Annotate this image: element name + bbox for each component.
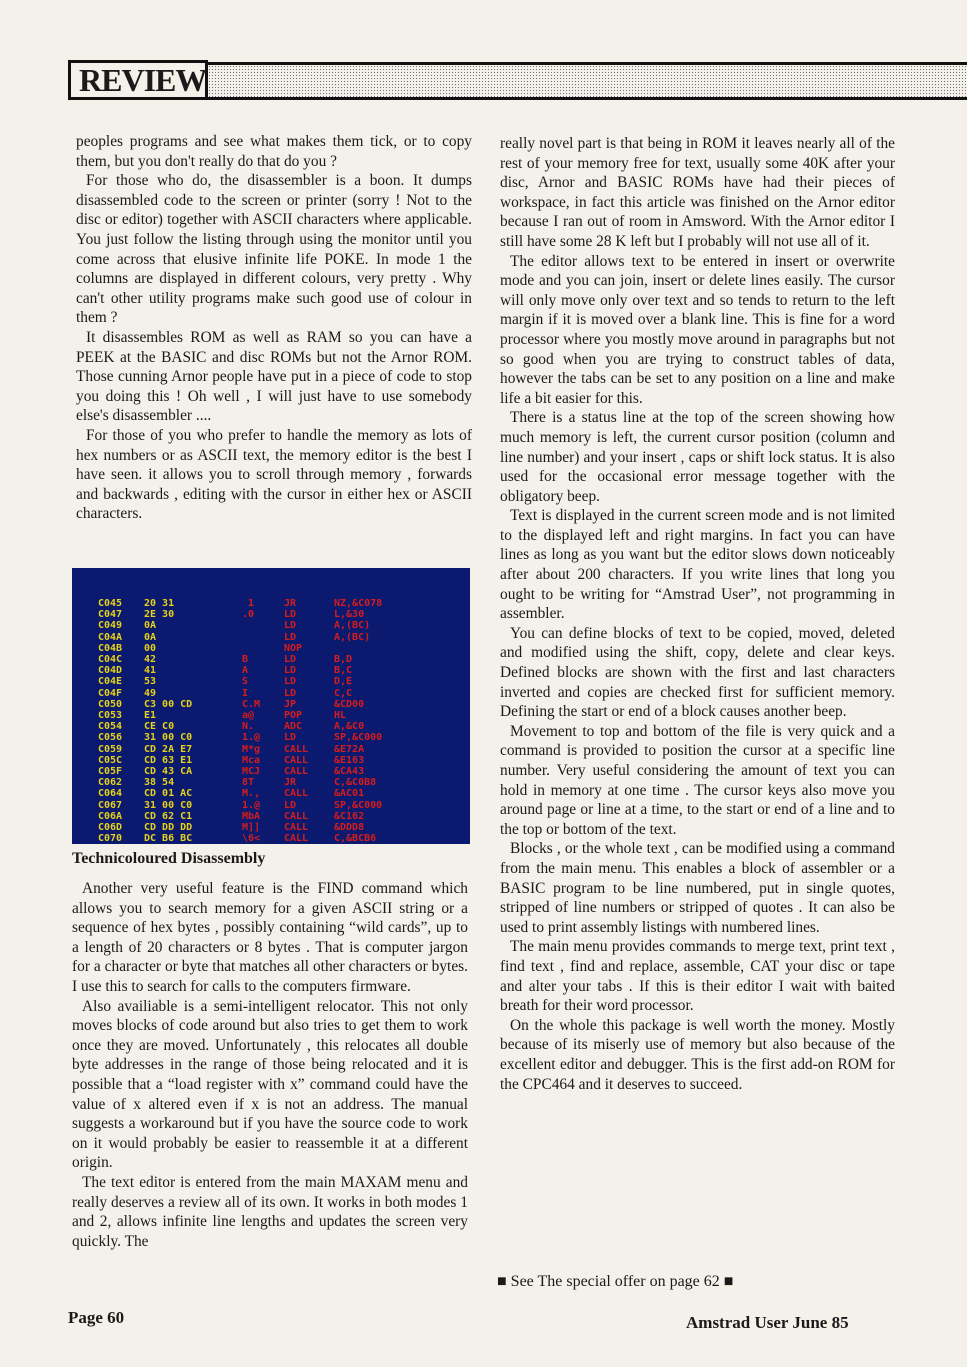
screen-operands: NZ,&C078 L,&30 A,(BC) A,(BC) B,D B,C D,E C,C &CD00 HL A,&C0 SP,&C000 &E72A &E163 &CA43 C,&C0B8 &AC01 SP,&C000 &C162 &DDD8 C,&BCB6 — [334, 598, 383, 844]
screen-ascii: 1 .0 B A S I C.M a@ N. 1.@ M*g Mca MCJ 8T M., 1.@ MbA M]] \6< — [242, 598, 261, 844]
screen-mnemonics: JR LD LD LD NOP LD LD LD LD JP POP ADC LD CALL CALL CALL JR CALL LD CALL CALL CALL — [284, 598, 309, 844]
paragraph: For those of you who prefer to handle the memory as lots of hex numbers or as ASCII text, the memory editor is the best I have seen. it allows you to scroll through memory , forwards and backwards , editing with the cursor in either hex or ASCII characters. — [76, 426, 472, 523]
section-header — [68, 60, 967, 104]
paragraph: really novel part is that being in ROM it leaves nearly all of the rest of your memory free for text, usually some 40K after your disc, Arnor and BASIC ROMs have had their pieces of workspace, in fact this article was finished on the Arnor editor because I ran out of room in Amsword. With the Arnor editor I still have some 28 K left but I probably will not use all of it. — [500, 135, 895, 250]
figure-caption: Technicoloured Disassembly — [72, 850, 266, 867]
paragraph: It disassembles ROM as well as RAM so you can have a PEEK at the BASIC and disc ROMs but not the Arnor ROM. Those cunning Arnor people have put in a piece of code to stop you doing this ! Oh well , I will just have to use somebody else's disassembler .... — [76, 328, 472, 425]
paragraph: On the whole this package is well worth the money. Mostly because of its miserly use of memory but also because of the excellent editor and debugger. This is the first add-on ROM for the CPC464 and it deserves to succeed. — [500, 1016, 895, 1093]
paragraph: The main menu provides commands to merge text, print text , find text , find and replace, assemble, CAT your disc or tape and alter your tabs . If this is their editor I wait with baited breath for their word processor. — [500, 938, 895, 1015]
paragraph: You can define blocks of text to be copied, moved, deleted and modified using the shift, copy, delete and clear keys. Defined blocks are shown with the first and last characters inverted and copies are checked first for sufficient memory. Defining the start or end of a block causes another beep. — [500, 624, 895, 721]
header-pattern-bar — [208, 62, 967, 100]
paragraph: peoples programs and see what makes them tick, or to copy them, but you don't really do that do you ? — [76, 133, 472, 170]
paragraph: For those who do, the disassembler is a boon. It dumps disassembled code to the screen or printer (sorry ! Not to the disc or editor) together with ASCII characters where applicable. You just follow the listing through using the monitor until you come across that elusive infinite life POKE. In mode 1 the columns are displayed in different colours, very pretty . Why can't other utility programs make such good use of colour in them ? — [76, 172, 472, 327]
paragraph: Text is displayed in the current screen mode and is not limited to the displayed left and right margins. In fact you can have lines as long as you want but the editor slows down noticeably after about 200 characters. If you write lines that long you ought to be writing for “Amstrad User”, not programming in assembler. — [500, 507, 895, 623]
paragraph: Another very useful feature is the FIND command which allows you to search memory for a given ASCII string or a sequence of hex bytes , possibly containing “wild cards”, up to a length of 20 characters or 8 bytes . That is computer jargon for a character or byte that matches all other characters or bytes. I use this to search for calls to the computers firmware. — [72, 880, 468, 995]
paragraph: There is a status line at the top of the screen showing how much memory is left, the current cursor position (column and line number) and your insert , caps or shift lock status. It is also used for the occasional error message together with the obligatory beep. — [500, 409, 895, 505]
left-column-top — [76, 132, 472, 524]
paragraph: Blocks , or the whole text , can be modified using a command from the main menu. This enables a block of assembler or a BASIC program to be line numbered, put in single quotes, stripped of line numbers or stripped of quotes . It can also be used to print assembly listings with numbered lines. — [500, 840, 895, 936]
screen-bytes: 20 31 2E 30 0A 0A 00 42 41 53 49 C3 00 CD E1 CE C0 31 00 C0 CD 2A E7 CD 63 E1 CD 43 CA 38 54 CD 01 AC 31 00 C0 CD 62 C1 CD DD DD DC B6 BC — [144, 598, 193, 844]
section-title: REVIEW — [68, 60, 208, 100]
paragraph: The text editor is entered from the main MAXAM menu and really deserves a review all of its own. It works in both modes 1 and 2, allows infinite line lengths and updates the screen very quickly. The — [72, 1173, 468, 1250]
paragraph: The editor allows text to be entered in insert or overwrite mode and you can join, insert or delete lines easily. The cursor will only move only over text and so tends to return to the left margin if it is moved over a blank line. This is fine for a word processor where you mostly move around in paragraphs but not so good when you are trying to construct tables of data, however the tabs can be set to any position on a line and make life a bit easier for this. — [500, 252, 895, 407]
paragraph: Also availiable is a semi-intelligent relocator. This not only moves blocks of code around but also tries to get them to work once they are moved. Unfortunately , this relocates all double byte addresses in the range of those being relocated and it is possible that a “load register with x” command could have the value of x altered even if x is not an address. The manual suggests a workaround but if you have the source code to work on it would probably be easier to reassemble it at a different origin. — [72, 997, 468, 1172]
paragraph: Movement to top and bottom of the file is very quick and a command is provided to position the cursor at a specific line number. Very useful considering the amount of text you can hold in memory at one time . The cursor keys also move you around page or line at a time, to the start or end of a line and to the top or bottom of the text. — [500, 722, 895, 838]
disassembly-screenshot — [72, 568, 470, 844]
publication-issue: Amstrad User June 85 — [686, 1313, 849, 1332]
left-column-bottom — [72, 879, 468, 1251]
page-number: Page 60 — [68, 1308, 125, 1327]
right-column — [500, 134, 895, 1094]
screen-addresses: C045 C047 C049 C04A C04B C04C C04D C04E C04F C050 C053 C054 C056 C059 C05C C05F C062 C064 C067 C06A C06D C070 — [98, 598, 123, 844]
special-offer-note: ■ See The special offer on page 62 ■ — [497, 1273, 734, 1290]
